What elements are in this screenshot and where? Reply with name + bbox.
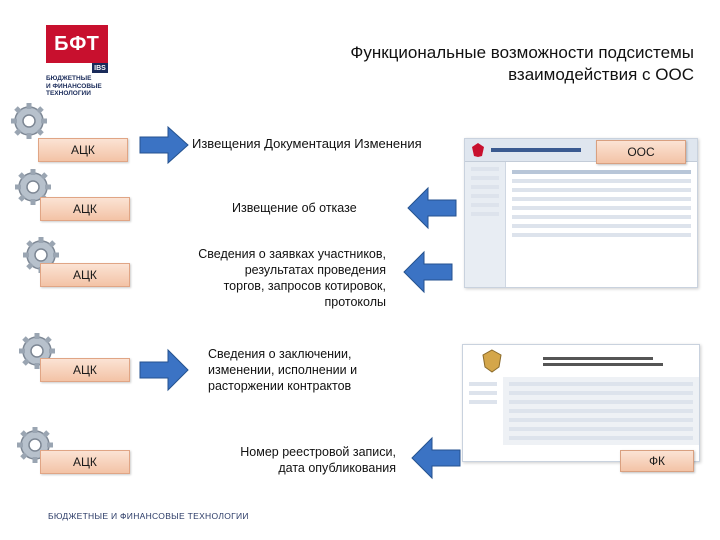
label-line: протоколы <box>324 295 386 309</box>
acc-label: АЦК <box>73 202 97 216</box>
label-line: торгов, запросов котировок, <box>223 279 386 293</box>
acc-box <box>40 358 130 382</box>
acc-box <box>40 197 130 221</box>
acc-label: АЦК <box>73 268 97 282</box>
arrow-right-icon <box>138 125 190 165</box>
oos-body <box>465 162 697 288</box>
tagline-line: БЮДЖЕТНЫЕ <box>46 75 92 82</box>
label-line: Номер реестровой записи, <box>240 445 396 459</box>
emblem-icon <box>471 142 485 158</box>
fk-screenshot <box>462 344 700 462</box>
bft-logo: БФТ <box>46 25 108 63</box>
arrow-left-icon <box>406 186 458 230</box>
oos-content <box>506 162 697 288</box>
arrow-left-icon <box>410 436 462 480</box>
label-line: результатах проведения <box>244 263 386 277</box>
arrow-right-icon <box>138 348 190 392</box>
label-line: изменении, исполнении и <box>208 363 358 377</box>
acc-label: АЦК <box>73 363 97 377</box>
row-label <box>150 246 386 310</box>
title-line: Функциональные возможности подсистемы <box>350 43 694 62</box>
fk-tag-label: ФК <box>648 454 666 468</box>
logo-tagline <box>46 75 116 98</box>
acc-box <box>38 138 128 162</box>
row-label: Извещение об отказе <box>232 201 357 215</box>
arrow-left-icon <box>402 250 454 294</box>
oos-tag <box>596 140 686 164</box>
title-line: взаимодействия с ООС <box>508 65 694 84</box>
ibs-badge: IBS <box>92 63 108 73</box>
oos-header-text <box>491 148 581 152</box>
fk-header-text <box>543 354 663 369</box>
row-label: Извещения Документация Изменения <box>192 136 422 151</box>
row-label <box>180 444 396 476</box>
page-title <box>294 42 694 86</box>
label-line: расторжении контрактов <box>208 379 352 393</box>
label-line: Сведения о заключении, <box>208 347 352 361</box>
acc-box <box>40 450 130 474</box>
eagle-emblem-icon <box>481 349 503 373</box>
acc-label: АЦК <box>73 455 97 469</box>
gear-icon <box>8 100 50 142</box>
footer: БЮДЖЕТНЫЕ И ФИНАНСОВЫЕ ТЕХНОЛОГИИ <box>48 511 249 521</box>
fk-sidebar <box>463 377 503 445</box>
fk-header <box>463 345 699 377</box>
oos-tag-label: ООС <box>627 145 655 159</box>
oos-sidebar <box>465 162 506 288</box>
fk-content <box>503 377 699 445</box>
label-line: Сведения о заявках участников, <box>198 247 386 261</box>
label-line: дата опубликования <box>278 461 396 475</box>
tagline-line: И ФИНАНСОВЫЕ <box>46 82 102 90</box>
fk-body <box>463 377 699 445</box>
acc-label: АЦК <box>71 143 95 157</box>
tagline-line: ТЕХНОЛОГИИ <box>46 90 91 97</box>
fk-tag <box>620 450 694 472</box>
acc-box <box>40 263 130 287</box>
row-label <box>208 346 418 394</box>
